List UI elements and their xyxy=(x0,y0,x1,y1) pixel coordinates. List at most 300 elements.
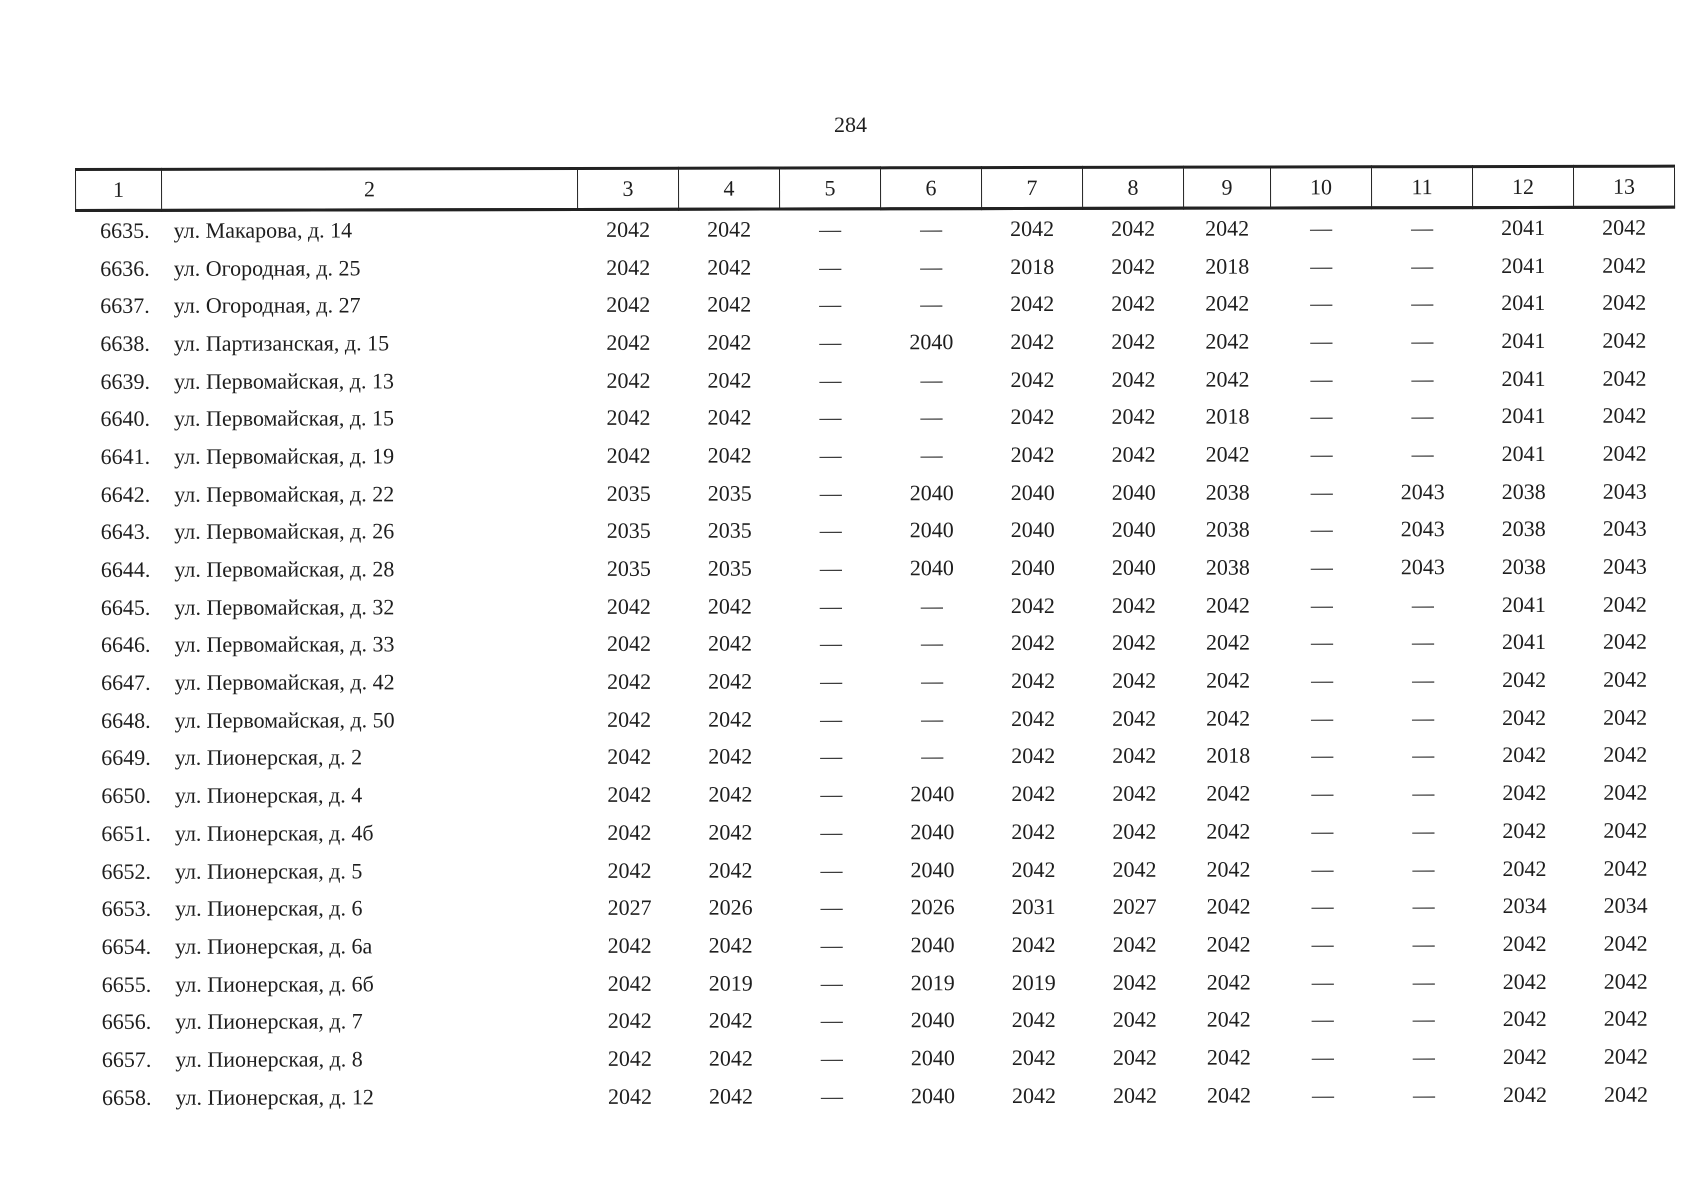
value-cell-col-10: — xyxy=(1310,629,1334,655)
value-cell-col-3: 2035 xyxy=(606,518,651,544)
row-number: 6645. xyxy=(100,594,151,620)
value-cell-col-11: — xyxy=(1411,252,1434,278)
value-cell-col-10: — xyxy=(1311,742,1334,768)
value-cell-col-11: — xyxy=(1412,1081,1435,1107)
value-cell-col-4: 2042 xyxy=(708,1083,753,1109)
table-row xyxy=(76,510,1675,551)
value-cell-col-4: 2042 xyxy=(708,1007,753,1033)
header-row xyxy=(76,166,1675,210)
value-cell-col-13: 2042 xyxy=(1603,968,1648,994)
value-cell-col-11: 2043 xyxy=(1400,478,1445,504)
value-cell-col-5: — xyxy=(819,555,842,581)
value-cell-col-13: 2042 xyxy=(1602,440,1647,466)
value-cell-col-12: 2041 xyxy=(1501,629,1547,655)
table-row xyxy=(77,1038,1676,1079)
value-cell-col-10: — xyxy=(1310,479,1333,505)
value-cell-col-5: — xyxy=(820,819,843,845)
address-cell: ул. Первомайская, д. 26 xyxy=(174,518,395,545)
value-cell-col-6: — xyxy=(920,291,943,317)
value-cell-col-3: 2035 xyxy=(606,555,651,581)
address-cell: ул. Первомайская, д. 22 xyxy=(174,480,395,507)
value-cell-col-9: 2042 xyxy=(1206,893,1251,919)
value-cell-col-13: 2034 xyxy=(1603,892,1648,919)
value-cell-col-10: — xyxy=(1311,705,1334,731)
address-cell: ул. Первомайская, д. 42 xyxy=(174,669,395,695)
value-cell-col-3: 2042 xyxy=(607,857,652,883)
row-number: 6649. xyxy=(101,745,151,771)
value-cell-col-4: 2042 xyxy=(707,291,752,317)
value-cell-col-5: — xyxy=(819,593,842,619)
value-cell-col-12: 2041 xyxy=(1501,591,1546,617)
value-cell-col-11: — xyxy=(1412,968,1435,994)
value-cell-col-4: 2042 xyxy=(708,668,753,694)
value-cell-col-3: 2042 xyxy=(607,668,652,694)
address-cell: ул. Пионерская, д. 7 xyxy=(175,1008,363,1035)
row-number: 6639. xyxy=(100,368,150,394)
address-cell: ул. Пионерская, д. 6 xyxy=(175,895,363,922)
value-cell-col-4: 2042 xyxy=(708,781,753,807)
value-cell-col-4: 2042 xyxy=(708,932,753,958)
value-cell-col-8: 2042 xyxy=(1111,215,1156,241)
address-cell: ул. Пионерская, д. 8 xyxy=(175,1046,363,1072)
table-row xyxy=(77,925,1676,966)
value-cell-col-5: — xyxy=(820,1045,843,1071)
value-cell-col-7: 2018 xyxy=(1010,253,1055,279)
value-cell-col-8: 2040 xyxy=(1111,554,1156,580)
value-cell-col-4: 2019 xyxy=(708,970,753,996)
value-cell-col-4: 2042 xyxy=(708,744,753,770)
address-cell: ул. Пионерская, д. 5 xyxy=(174,857,363,884)
value-cell-col-8: 2042 xyxy=(1112,705,1157,731)
value-cell-col-13: 2042 xyxy=(1603,1005,1648,1032)
table-row xyxy=(77,699,1676,740)
address-cell: ул. Пионерская, д. 12 xyxy=(175,1084,374,1110)
value-cell-col-5: — xyxy=(820,1007,843,1033)
value-cell-col-9: 2018 xyxy=(1205,253,1250,279)
value-cell-col-8: 2027 xyxy=(1112,893,1157,920)
value-cell-col-9: 2042 xyxy=(1206,667,1251,693)
value-cell-col-3: 2042 xyxy=(606,593,651,619)
column-header-6: 6 xyxy=(881,168,982,209)
value-cell-col-11: — xyxy=(1412,780,1435,806)
row-number: 6640. xyxy=(100,406,151,432)
column-header-5: 5 xyxy=(780,168,881,209)
value-cell-col-5: — xyxy=(820,932,843,958)
value-cell-col-9: 2042 xyxy=(1205,290,1250,316)
value-cell-col-6: 2040 xyxy=(910,1007,955,1033)
value-cell-col-11: — xyxy=(1412,704,1435,730)
value-cell-col-13: 2043 xyxy=(1602,553,1647,579)
value-cell-col-8: 2042 xyxy=(1111,630,1157,656)
value-cell-col-13: 2042 xyxy=(1602,289,1647,316)
value-cell-col-7: 2031 xyxy=(1011,894,1056,920)
value-cell-col-3: 2042 xyxy=(607,970,652,996)
column-header-12: 12 xyxy=(1473,166,1574,207)
value-cell-col-3: 2042 xyxy=(606,367,651,393)
value-cell-col-9: 2042 xyxy=(1206,969,1251,995)
value-cell-col-8: 2042 xyxy=(1111,290,1156,317)
value-cell-col-13: 2042 xyxy=(1602,252,1647,278)
value-cell-col-13: 2042 xyxy=(1602,327,1647,353)
value-cell-col-10: — xyxy=(1310,592,1333,618)
value-cell-col-6: 2040 xyxy=(909,555,954,581)
value-cell-col-13: 2042 xyxy=(1602,591,1647,617)
value-cell-col-4: 2035 xyxy=(707,480,752,506)
value-cell-col-4: 2042 xyxy=(707,593,752,619)
value-cell-col-6: 2040 xyxy=(910,1082,955,1108)
value-cell-col-11: — xyxy=(1412,1006,1435,1032)
value-cell-col-8: 2042 xyxy=(1112,856,1157,882)
table-row xyxy=(77,736,1676,777)
value-cell-col-6: — xyxy=(921,705,944,732)
value-cell-col-4: 2042 xyxy=(707,404,752,430)
value-cell-col-13: 2042 xyxy=(1603,742,1648,768)
row-number: 6635. xyxy=(100,217,150,243)
value-cell-col-12: 2042 xyxy=(1502,930,1547,956)
value-cell-col-13: 2042 xyxy=(1602,629,1648,655)
row-number: 6648. xyxy=(101,707,151,733)
value-cell-col-6: — xyxy=(920,630,944,656)
value-cell-col-7: 2042 xyxy=(1010,630,1056,656)
value-cell-col-7: 2040 xyxy=(1010,517,1055,543)
value-cell-col-12: 2042 xyxy=(1502,742,1547,768)
value-cell-col-11: — xyxy=(1411,328,1434,354)
value-cell-col-13: 2042 xyxy=(1603,1081,1648,1107)
value-cell-col-12: 2042 xyxy=(1502,667,1547,693)
value-cell-col-13: 2042 xyxy=(1602,402,1647,429)
value-cell-col-5: — xyxy=(820,969,843,996)
value-cell-col-13: 2043 xyxy=(1602,478,1647,504)
value-cell-col-7: 2042 xyxy=(1011,1007,1056,1033)
value-cell-col-9: 2042 xyxy=(1206,1082,1251,1108)
value-cell-col-8: 2042 xyxy=(1112,969,1157,995)
value-cell-col-4: 2042 xyxy=(707,630,753,657)
row-number: 6658. xyxy=(101,1084,152,1110)
table-row xyxy=(77,849,1676,890)
value-cell-col-12: 2038 xyxy=(1501,478,1546,504)
value-cell-col-10: — xyxy=(1311,855,1334,881)
value-cell-col-9: 2038 xyxy=(1205,479,1250,505)
row-number: 6654. xyxy=(101,933,152,959)
value-cell-col-8: 2040 xyxy=(1111,517,1156,543)
column-header-9: 9 xyxy=(1184,167,1271,208)
value-cell-col-5: — xyxy=(819,630,843,656)
value-cell-col-5: — xyxy=(820,781,843,807)
value-cell-col-12: 2038 xyxy=(1501,516,1546,542)
value-cell-col-10: — xyxy=(1310,252,1333,278)
value-cell-col-13: 2042 xyxy=(1603,666,1648,692)
value-cell-col-6: 2040 xyxy=(909,517,954,543)
value-cell-col-13: 2042 xyxy=(1603,855,1648,881)
value-cell-col-7: 2042 xyxy=(1011,668,1056,694)
value-cell-col-13: 2042 xyxy=(1603,779,1648,805)
value-cell-col-9: 2018 xyxy=(1205,403,1250,429)
row-number: 6643. xyxy=(100,519,151,545)
value-cell-col-4: 2035 xyxy=(707,555,752,581)
value-cell-col-3: 2027 xyxy=(607,895,652,921)
value-cell-col-13: 2042 xyxy=(1602,214,1647,240)
table-row xyxy=(76,472,1675,513)
row-number: 6657. xyxy=(101,1046,152,1072)
table-row xyxy=(77,1075,1676,1116)
table-row xyxy=(76,586,1675,627)
value-cell-col-7: 2042 xyxy=(1010,441,1055,468)
value-cell-col-5: — xyxy=(819,404,842,430)
value-cell-col-9: 2042 xyxy=(1206,818,1251,844)
value-cell-col-3: 2042 xyxy=(607,932,652,958)
table-row xyxy=(77,887,1676,928)
address-cell: ул. Первомайская, д. 28 xyxy=(174,556,395,582)
value-cell-col-10: — xyxy=(1310,328,1333,354)
value-cell-col-7: 2040 xyxy=(1010,479,1055,505)
value-cell-col-8: 2042 xyxy=(1111,592,1156,618)
value-cell-col-9: 2042 xyxy=(1206,1044,1251,1070)
value-cell-col-4: 2026 xyxy=(708,894,753,920)
column-header-1: 1 xyxy=(76,169,162,210)
table-row xyxy=(76,246,1675,287)
address-cell: ул. Пионерская, д. 4 xyxy=(174,782,363,808)
value-cell-col-8: 2042 xyxy=(1112,667,1157,693)
value-cell-col-3: 2042 xyxy=(606,405,651,431)
value-cell-col-13: 2043 xyxy=(1602,516,1647,542)
value-cell-col-8: 2042 xyxy=(1111,404,1156,430)
value-cell-col-12: 2042 xyxy=(1502,968,1547,994)
value-cell-col-9: 2042 xyxy=(1205,328,1250,354)
value-cell-col-11: — xyxy=(1411,629,1435,655)
value-cell-col-9: 2042 xyxy=(1205,366,1250,392)
row-number: 6646. xyxy=(100,632,151,658)
value-cell-col-3: 2042 xyxy=(606,631,652,657)
value-cell-col-7: 2042 xyxy=(1011,705,1056,731)
value-cell-col-7: 2042 xyxy=(1011,1082,1056,1108)
value-cell-col-3: 2042 xyxy=(606,292,651,318)
value-cell-col-7: 2042 xyxy=(1010,215,1055,241)
value-cell-col-10: — xyxy=(1310,403,1333,429)
value-cell-col-5: — xyxy=(820,668,843,694)
value-cell-col-11: — xyxy=(1411,591,1434,617)
address-cell: ул. Пионерская, д. 6а xyxy=(175,933,373,959)
table-body xyxy=(76,207,1677,1116)
row-number: 6637. xyxy=(100,293,150,319)
table-row xyxy=(76,322,1675,363)
value-cell-col-9: 2042 xyxy=(1205,441,1250,467)
value-cell-col-12: 2041 xyxy=(1501,290,1546,316)
row-number: 6651. xyxy=(101,820,151,846)
value-cell-col-8: 2042 xyxy=(1112,931,1157,957)
value-cell-col-3: 2042 xyxy=(607,819,652,845)
value-cell-col-3: 2042 xyxy=(606,216,651,242)
address-cell: ул. Первомайская, д. 32 xyxy=(174,594,395,620)
address-cell: ул. Первомайская, д. 15 xyxy=(173,405,395,432)
value-cell-col-12: 2042 xyxy=(1502,817,1547,843)
value-cell-col-7: 2042 xyxy=(1011,931,1056,957)
value-cell-col-10: — xyxy=(1310,290,1333,316)
column-header-10: 10 xyxy=(1271,167,1372,208)
value-cell-col-10: — xyxy=(1311,893,1334,919)
table-row xyxy=(76,435,1675,476)
address-cell: ул. Пионерская, д. 2 xyxy=(174,744,363,771)
value-cell-col-4: 2042 xyxy=(707,216,752,242)
page-number: 284 xyxy=(834,112,867,137)
value-cell-col-7: 2042 xyxy=(1011,781,1056,807)
value-cell-col-6: 2040 xyxy=(910,856,955,882)
value-cell-col-4: 2042 xyxy=(708,1045,753,1071)
table-row xyxy=(76,207,1675,250)
value-cell-col-13: 2042 xyxy=(1602,365,1647,391)
value-cell-col-8: 2042 xyxy=(1112,818,1157,844)
row-number: 6655. xyxy=(101,971,152,997)
value-cell-col-10: — xyxy=(1311,1044,1334,1070)
table-row xyxy=(77,812,1676,853)
value-cell-col-10: — xyxy=(1310,516,1333,542)
value-cell-col-3: 2042 xyxy=(607,744,652,770)
value-cell-col-12: 2041 xyxy=(1501,365,1546,391)
value-cell-col-6: — xyxy=(920,366,943,392)
value-cell-col-3: 2042 xyxy=(607,781,652,808)
value-cell-col-6: 2019 xyxy=(910,969,955,995)
value-cell-col-4: 2042 xyxy=(708,819,753,845)
value-cell-col-5: — xyxy=(820,894,843,920)
value-cell-col-4: 2042 xyxy=(708,706,753,732)
value-cell-col-10: — xyxy=(1311,1082,1334,1108)
value-cell-col-6: 2040 xyxy=(909,329,954,355)
column-header-4: 4 xyxy=(679,168,780,209)
table-row xyxy=(76,359,1675,400)
value-cell-col-4: 2042 xyxy=(707,367,752,393)
value-cell-col-11: — xyxy=(1411,214,1434,241)
value-cell-col-9: 2042 xyxy=(1205,215,1250,241)
value-cell-col-11: 2043 xyxy=(1400,554,1445,580)
address-cell: ул. Первомайская, д. 19 xyxy=(174,443,395,469)
value-cell-col-10: — xyxy=(1310,215,1333,241)
value-cell-col-3: 2042 xyxy=(607,1045,652,1071)
address-cell: ул. Партизанская, д. 15 xyxy=(173,330,390,356)
table-header xyxy=(76,166,1675,210)
value-cell-col-11: — xyxy=(1412,855,1435,881)
value-cell-col-10: — xyxy=(1311,968,1334,995)
value-cell-col-8: 2042 xyxy=(1112,743,1157,769)
value-cell-col-5: — xyxy=(819,253,842,279)
column-header-7: 7 xyxy=(982,167,1083,208)
value-cell-col-12: 2041 xyxy=(1501,214,1546,240)
value-cell-col-11: — xyxy=(1411,403,1434,429)
table-row xyxy=(76,548,1675,589)
row-number: 6647. xyxy=(101,669,151,696)
value-cell-col-6: — xyxy=(920,442,943,468)
value-cell-col-5: — xyxy=(819,329,842,355)
value-cell-col-11: — xyxy=(1411,365,1434,391)
value-cell-col-4: 2042 xyxy=(708,857,753,883)
value-cell-col-5: — xyxy=(820,1083,843,1109)
value-cell-col-7: 2042 xyxy=(1010,291,1055,317)
value-cell-col-11: — xyxy=(1412,931,1435,957)
value-cell-col-6: 2040 xyxy=(910,932,955,958)
value-cell-col-11: — xyxy=(1412,1044,1435,1070)
value-cell-col-8: 2042 xyxy=(1111,328,1156,354)
value-cell-col-7: 2019 xyxy=(1011,969,1056,995)
value-cell-col-13: 2042 xyxy=(1603,817,1648,843)
value-cell-col-13: 2042 xyxy=(1603,930,1648,956)
row-number: 6644. xyxy=(100,556,151,582)
value-cell-col-9: 2038 xyxy=(1205,554,1250,580)
value-cell-col-13: 2042 xyxy=(1603,1043,1648,1069)
value-cell-col-7: 2042 xyxy=(1011,1044,1056,1071)
address-cell: ул. Огородная, д. 27 xyxy=(173,292,361,319)
value-cell-col-7: 2042 xyxy=(1011,856,1056,882)
row-number: 6641. xyxy=(100,443,151,469)
value-cell-col-5: — xyxy=(820,706,843,732)
value-cell-col-6: 2040 xyxy=(910,781,955,807)
value-cell-col-8: 2042 xyxy=(1112,1044,1157,1070)
row-number: 6656. xyxy=(101,1009,152,1035)
value-cell-col-4: 2042 xyxy=(707,254,752,280)
value-cell-col-7: 2042 xyxy=(1010,366,1055,392)
value-cell-col-12: 2041 xyxy=(1501,327,1546,353)
value-cell-col-10: — xyxy=(1310,365,1333,392)
value-cell-col-5: — xyxy=(819,517,842,543)
row-number: 6642. xyxy=(100,481,151,507)
value-cell-col-9: 2018 xyxy=(1206,743,1251,769)
value-cell-col-11: — xyxy=(1412,893,1435,919)
data-table xyxy=(75,165,1677,1117)
value-cell-col-7: 2042 xyxy=(1011,818,1056,844)
value-cell-col-12: 2042 xyxy=(1502,1043,1547,1069)
value-cell-col-3: 2042 xyxy=(606,442,651,468)
table-row xyxy=(76,623,1675,664)
value-cell-col-10: — xyxy=(1311,931,1334,957)
table-row xyxy=(77,661,1676,702)
value-cell-col-12: 2042 xyxy=(1502,855,1547,881)
value-cell-col-12: 2042 xyxy=(1502,1006,1547,1032)
value-cell-col-8: 2042 xyxy=(1112,1007,1157,1033)
value-cell-col-8: 2042 xyxy=(1111,366,1156,392)
value-cell-col-8: 2042 xyxy=(1112,1082,1157,1108)
value-cell-col-12: 2041 xyxy=(1501,440,1546,466)
address-cell: ул. Первомайская, д. 33 xyxy=(174,631,395,658)
value-cell-col-9: 2038 xyxy=(1205,516,1250,542)
value-cell-col-8: 2042 xyxy=(1112,780,1157,806)
column-header-11: 11 xyxy=(1372,167,1473,208)
value-cell-col-5: — xyxy=(819,442,842,468)
value-cell-col-7: 2042 xyxy=(1010,404,1055,430)
value-cell-col-6: — xyxy=(920,253,943,279)
value-cell-col-11: 2043 xyxy=(1400,516,1445,542)
value-cell-col-6: 2040 xyxy=(910,1045,955,1071)
row-number: 6653. xyxy=(101,896,152,922)
value-cell-col-12: 2042 xyxy=(1502,1081,1547,1107)
value-cell-col-11: — xyxy=(1412,667,1435,693)
column-header-2: 2 xyxy=(162,168,578,210)
value-cell-col-5: — xyxy=(819,291,842,317)
table-row xyxy=(77,1000,1676,1041)
table-row xyxy=(76,284,1675,325)
row-number: 6652. xyxy=(101,858,151,884)
table-row xyxy=(76,397,1675,438)
value-cell-col-11: — xyxy=(1412,817,1435,844)
address-cell: ул. Макарова, д. 14 xyxy=(173,217,353,243)
value-cell-col-9: 2042 xyxy=(1205,592,1250,618)
value-cell-col-11: — xyxy=(1412,742,1435,768)
value-cell-col-5: — xyxy=(820,856,843,882)
value-cell-col-7: 2042 xyxy=(1010,328,1055,354)
value-cell-col-9: 2042 xyxy=(1206,705,1251,731)
column-header-3: 3 xyxy=(578,168,679,209)
value-cell-col-3: 2042 xyxy=(607,1083,652,1109)
value-cell-col-6: 2040 xyxy=(909,479,954,505)
value-cell-col-3: 2042 xyxy=(606,254,651,280)
address-cell: ул. Огородная, д. 25 xyxy=(173,254,361,281)
value-cell-col-8: 2040 xyxy=(1111,479,1156,505)
